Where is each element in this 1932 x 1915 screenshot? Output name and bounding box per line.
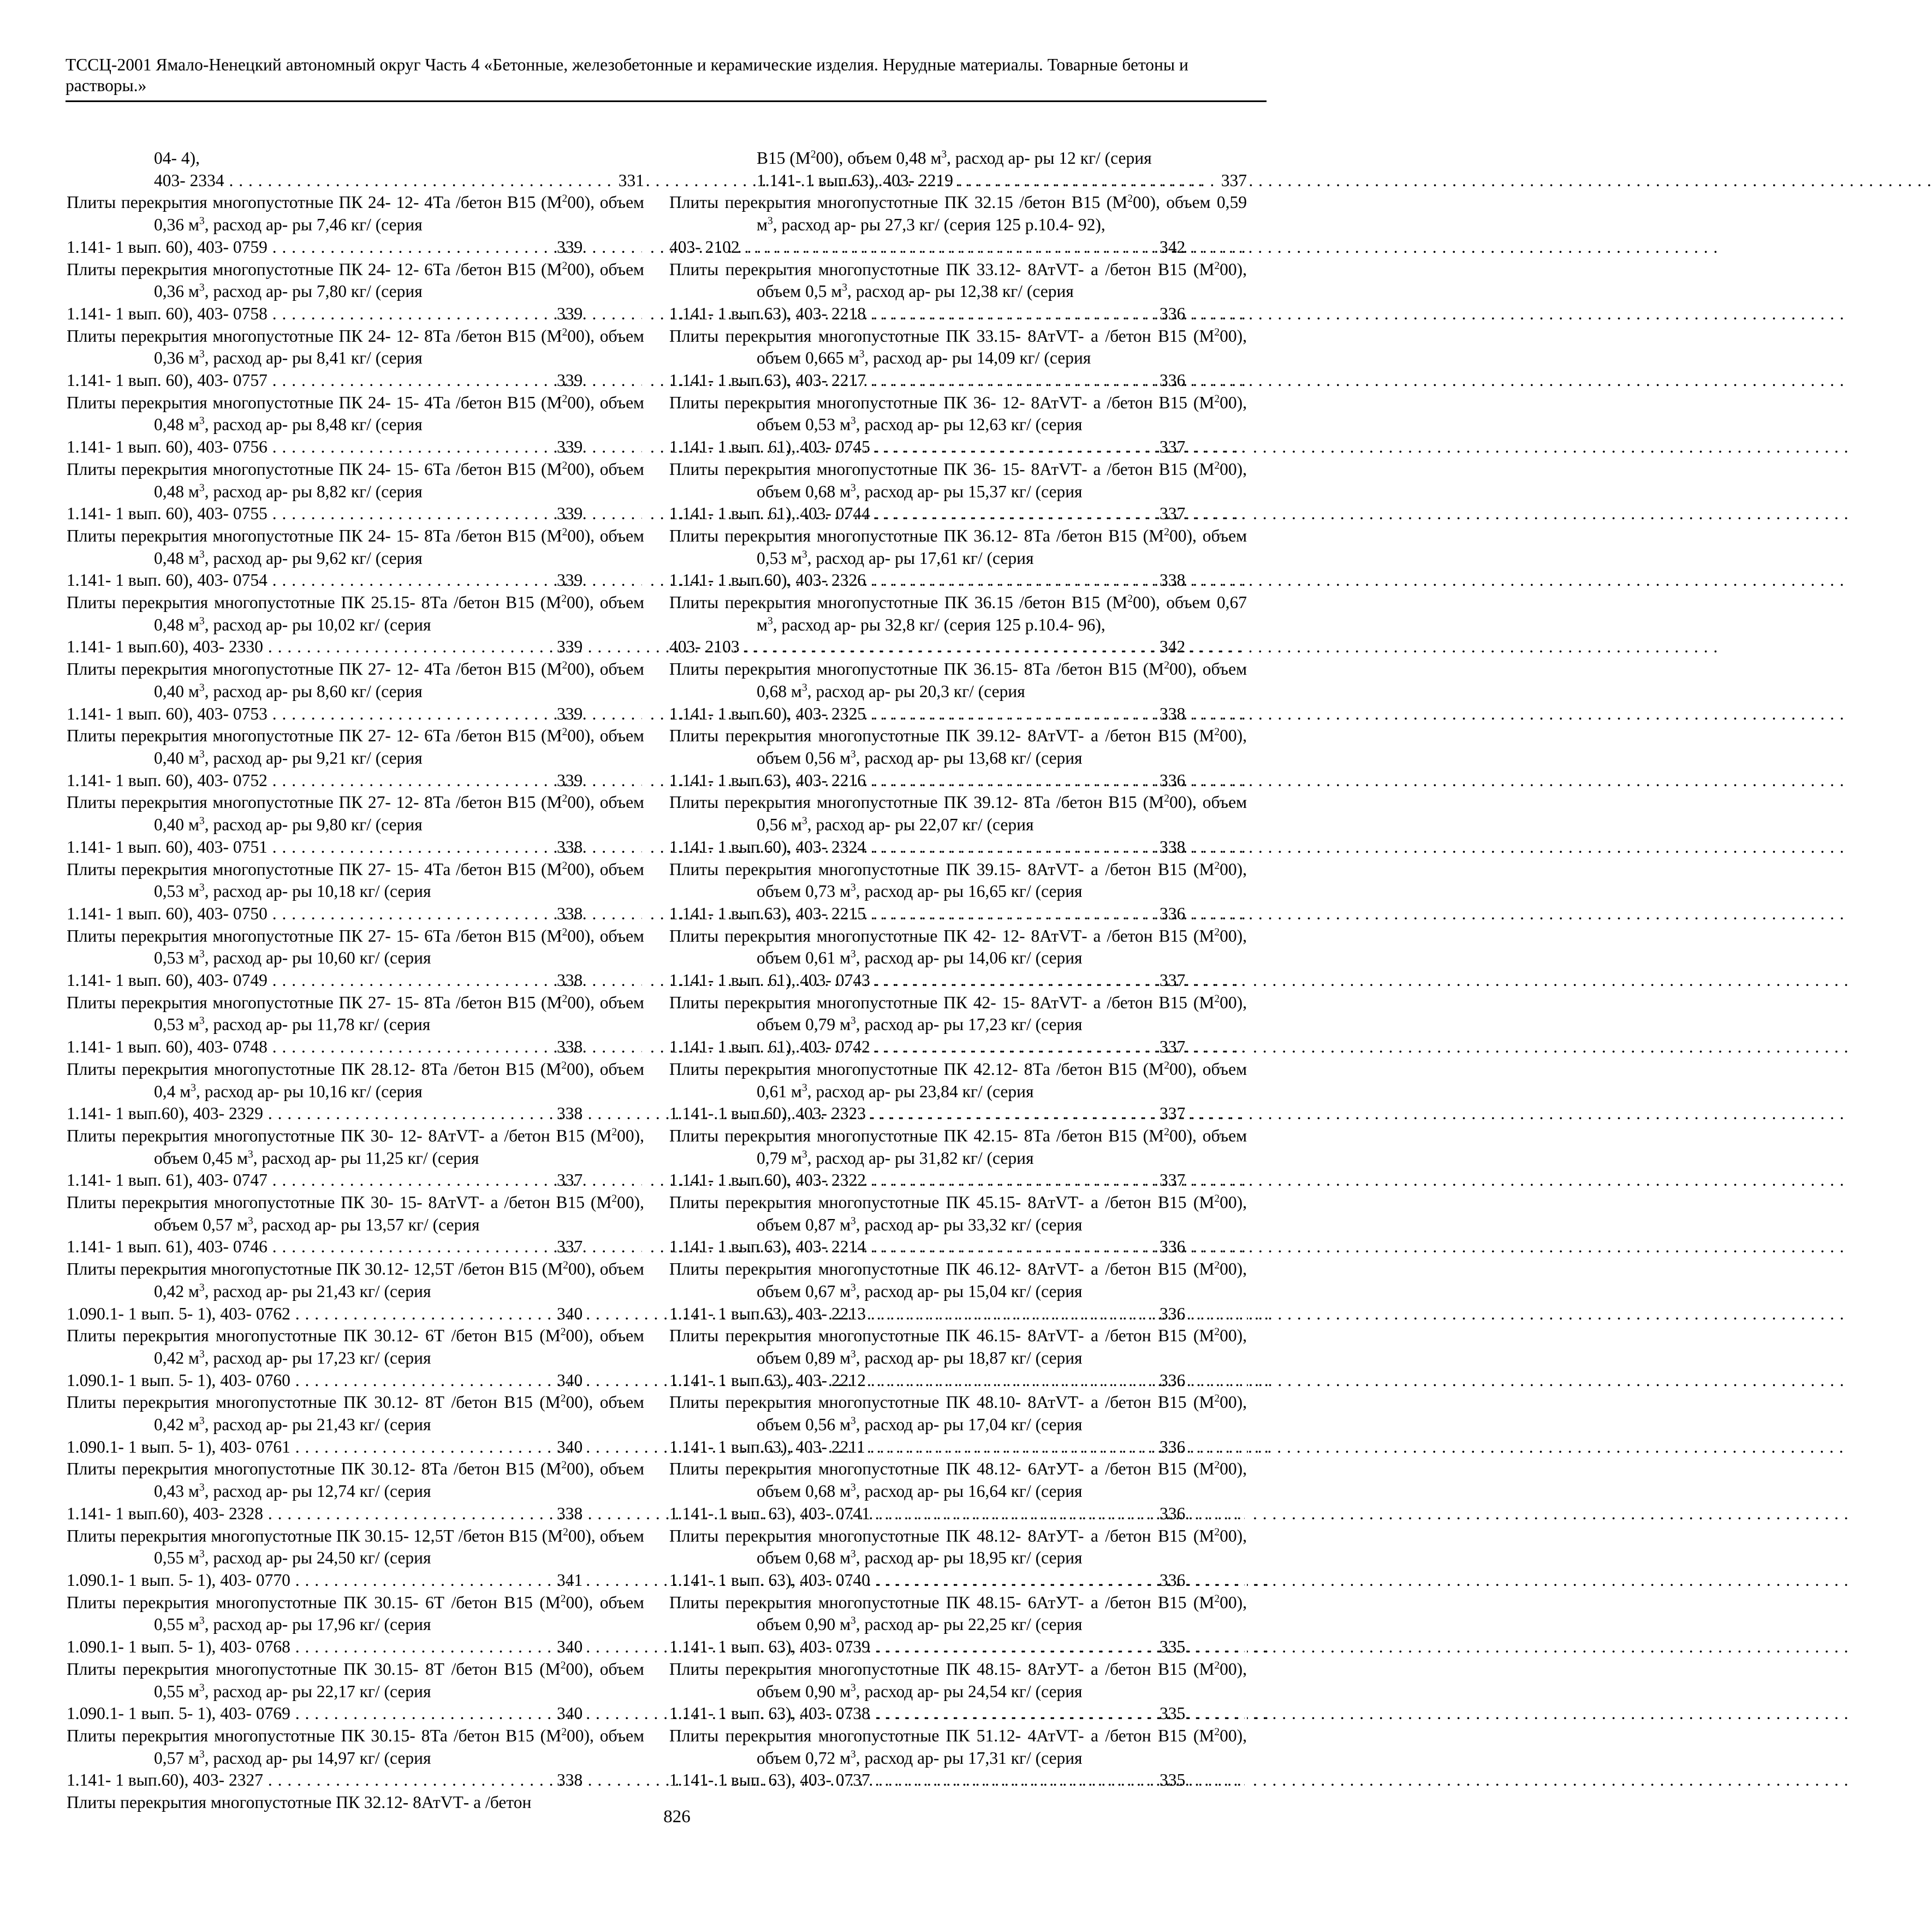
index-entry xyxy=(669,658,1247,725)
entry-page-ref: 338 xyxy=(642,1103,644,1125)
entry-page-ref: 339 xyxy=(642,303,644,325)
index-entry xyxy=(669,1525,1247,1592)
entry-code: 1.141- 1 вып.60), 403- 2329 . . . xyxy=(67,1104,1242,1123)
index-entry xyxy=(669,1725,1247,1792)
index-entry xyxy=(669,1258,1247,1325)
entry-leader-line xyxy=(669,836,1247,859)
entry-leader-line xyxy=(67,370,644,392)
entry-leader-line xyxy=(67,1569,644,1592)
entry-code: 1.141- 1 вып. 60), 403- 0752 . . . xyxy=(67,771,1246,790)
entry-code: 1.141- 1 вып. 60), 403- 0759 . . . xyxy=(67,237,1246,257)
entry-code: 1.141- 1 вып. 61), 403- 0745 . . . xyxy=(669,437,1849,456)
entry-description: Плиты перекрытия многопустотные ПК 36.15- 8Та /бетон В15 $(M^200)$, объем 0,68 $м^3$, расход ар- ры 20,3 кг/ (серия xyxy=(669,659,1247,701)
entry-code: 1.090.1- 1 вып. 5- 1), 403- 0768 . . . xyxy=(67,1637,1269,1656)
entry-page-ref: 338 xyxy=(642,970,644,992)
entry-page-ref: 339 xyxy=(642,569,644,592)
index-entry xyxy=(669,525,1247,592)
entry-code: 1.141- 1 вып. 60), 403- 0753 . . . xyxy=(67,704,1246,723)
entry-leader-line xyxy=(669,1103,1247,1125)
entry-description: Плиты перекрытия многопустотные ПК 24- 15- 4Та /бетон В15 $(M^200)$, объем 0,48 $м^3$, расход ар- ры 8,48 кг/ (серия xyxy=(67,392,644,435)
entry-code: 1.090.1- 1 вып. 5- 1), 403- 0770 . . . xyxy=(67,1571,1269,1590)
index-entry xyxy=(67,925,644,992)
entry-description: Плиты перекрытия многопустотные ПК 25.15- 8Та /бетон В15 $(M^200)$, объем 0,48 $м^3$, расход ар- ры 10,02 кг/ (серия xyxy=(67,593,645,634)
index-entry xyxy=(67,658,644,725)
index-entry xyxy=(67,725,644,792)
entry-leader-line xyxy=(67,703,644,725)
entry-page-ref: 337 xyxy=(1219,170,1247,192)
entry-description: Плиты перекрытия многопустотные ПК 30- 12- 8АтVТ- а /бетон В15 $(M^200)$, объем 0,45 $м^3$, расход ар- ры 11,25 кг/ (серия xyxy=(67,1126,644,1168)
entry-page-ref: 339 xyxy=(642,770,644,792)
entry-leader-line xyxy=(67,303,644,325)
entry-description: Плиты перекрытия многопустотные ПК 30.12- 12,5Т /бетон В15 $(M^200)$, объем 0,42 $м^3$, расход ар- ры 21,43 кг/ (серия xyxy=(67,1259,644,1301)
entry-code: 1.141- 1 вып.60), 403- 2328 . . . xyxy=(67,1504,1242,1523)
index-entry xyxy=(669,725,1247,792)
index-entry xyxy=(669,325,1247,392)
index-column-left xyxy=(67,147,644,1814)
entry-code: 1.141- 1 вып.63), 403- 2211 . . . xyxy=(669,1437,1844,1456)
entry-leader-line xyxy=(669,636,1247,658)
entry-description: Плиты перекрытия многопустотные ПК 48.12- 8АтУТ- а /бетон В15 $(M^200)$, объем 0,68 $м^3$, расход ар- ры 18,95 кг/ (серия xyxy=(669,1526,1247,1568)
index-entry xyxy=(67,1258,644,1325)
entry-code: 1.141- 1 вып.60), 403- 2325 . . . xyxy=(669,704,1845,723)
entry-leader-line xyxy=(67,436,644,459)
entry-leader-line xyxy=(67,1636,644,1658)
entry-page-ref: 338 xyxy=(642,903,644,925)
index-entry xyxy=(67,992,644,1058)
entry-leader-line xyxy=(67,836,644,859)
page-number: 826 xyxy=(663,1807,691,1827)
index-entry xyxy=(67,859,644,925)
entry-code: 1.141- 1 вып. 60), 403- 0755 . . . xyxy=(67,504,1246,523)
entry-code: 1.141- 1 вып. 63), 403- 0738 . . . xyxy=(669,1704,1849,1723)
entry-code: 1.141- 1 вып. 60), 403- 0758 . . . xyxy=(67,304,1246,323)
entry-leader-line xyxy=(67,1769,644,1792)
entry-page-ref: 339 xyxy=(642,236,644,259)
entry-leader-line xyxy=(67,1436,644,1459)
entry-page-ref: 338 xyxy=(642,1769,644,1792)
entry-code: 1.141- 1 вып.60), 403- 2322 . . . xyxy=(669,1170,1845,1190)
index-entry xyxy=(669,1658,1247,1725)
entry-leader-line xyxy=(669,569,1247,592)
entry-code: 1.141- 1 вып. 60), 403- 0757 . . . xyxy=(67,371,1246,390)
entry-page-ref: 337 xyxy=(642,1169,644,1192)
entry-page-ref: 336 xyxy=(1245,1569,1247,1592)
entry-description: Плиты перекрытия многопустотные ПК 27- 12- 8Та /бетон В15 $(M^200)$, объем 0,40 $м^3$, расход ар- ры 9,80 кг/ (серия xyxy=(67,793,644,835)
index-entry xyxy=(67,1391,644,1458)
index-entry xyxy=(669,147,1247,192)
entry-description: 04- 4), xyxy=(154,148,200,168)
entry-page-ref: 341 xyxy=(642,1569,644,1592)
entry-leader-line xyxy=(669,370,1247,392)
entry-page-ref: 342 xyxy=(1245,636,1247,658)
entry-code: 1.141- 1 вып.63), 403- 2219 . . . xyxy=(757,171,1932,190)
entry-description: Плиты перекрытия многопустотные ПК 39.12- 8Та /бетон В15 $(M^200)$, объем 0,56 $м^3$, расход ар- ры 22,07 кг/ (серия xyxy=(669,793,1247,835)
index-entry xyxy=(67,1058,644,1125)
index-entry xyxy=(669,1391,1247,1458)
entry-description: Плиты перекрытия многопустотные ПК 45.15- 8АтVТ- а /бетон В15 $(M^200)$, объем 0,87 $м^3$, расход ар- ры 33,32 кг/ (серия xyxy=(669,1193,1247,1234)
entry-description: Плиты перекрытия многопустотные ПК 24- 12- 8Та /бетон В15 $(M^200)$, объем 0,36 $м^3$, расход ар- ры 8,41 кг/ (серия xyxy=(67,326,644,368)
entry-page-ref: 331 xyxy=(616,170,644,192)
entry-leader-line xyxy=(154,170,644,192)
entry-leader-line xyxy=(67,569,644,592)
entry-code: 1.090.1- 1 вып. 5- 1), 403- 0760 . . . xyxy=(67,1371,1269,1390)
entry-description: Плиты перекрытия многопустотные ПК 39.15- 8АтVТ- а /бетон В15 $(M^200)$, объем 0,73 $м^3$, расход ар- ры 16,65 кг/ (серия xyxy=(669,859,1247,901)
entry-leader-line xyxy=(67,1370,644,1392)
entry-page-ref: 337 xyxy=(642,1236,644,1258)
entry-description: Плиты перекрытия многопустотные ПК 46.15- 8АтVТ- а /бетон В15 $(M^200)$, объем 0,89 $м^3$, расход ар- ры 18,87 кг/ (серия xyxy=(669,1326,1247,1367)
entry-leader-line xyxy=(669,1436,1247,1459)
entry-page-ref: 338 xyxy=(1245,703,1247,725)
index-entry xyxy=(67,1125,644,1192)
entry-description: Плиты перекрытия многопустотные ПК 42- 12- 8АтVТ- а /бетон В15 $(M^200)$, объем 0,61 $м^3$, расход ар- ры 14,06 кг/ (серия xyxy=(669,926,1247,968)
index-entry xyxy=(669,1058,1247,1125)
entry-code: 403- 2102 . . . xyxy=(669,237,1718,257)
entry-page-ref: 336 xyxy=(1245,770,1247,792)
entry-description: Плиты перекрытия многопустотные ПК 30.15- 6Т /бетон В15 $(M^200)$, объем 0,55 $м^3$, расход ар- ры 17,96 кг/ (серия xyxy=(67,1592,644,1634)
entry-description: Плиты перекрытия многопустотные ПК 36.12- 8Та /бетон В15 $(M^200)$, объем 0,53 $м^3$, расход ар- ры 17,61 кг/ (серия xyxy=(669,526,1247,568)
entry-page-ref: 340 xyxy=(642,1370,644,1392)
entry-code: 1.090.1- 1 вып. 5- 1), 403- 0761 . . . xyxy=(67,1437,1269,1456)
entry-leader-line xyxy=(669,1503,1247,1525)
entry-page-ref: 336 xyxy=(1245,303,1247,325)
entry-page-ref: 337 xyxy=(1245,970,1247,992)
entry-description: Плиты перекрытия многопустотные ПК 30.15- 8Та /бетон В15 $(M^200)$, объем 0,57 $м^3$, расход ар- ры 14,97 кг/ (серия xyxy=(67,1726,645,1768)
index-entry xyxy=(669,459,1247,525)
entry-description: Плиты перекрытия многопустотные ПК 42.15- 8Та /бетон В15 $(M^200)$, объем 0,79 $м^3$, расход ар- ры 31,82 кг/ (серия xyxy=(669,1126,1247,1168)
index-entry xyxy=(67,392,644,459)
entry-leader-line xyxy=(669,903,1247,925)
index-entry xyxy=(669,1125,1247,1192)
entry-code: 1.141- 1 вып. 63), 403- 0740 . . . xyxy=(669,1571,1849,1590)
entry-page-ref: 338 xyxy=(642,836,644,859)
entry-leader-line xyxy=(757,170,1247,192)
entry-code: 1.141- 1 вып.63), 403- 2215 . . . xyxy=(669,904,1845,923)
entry-leader-line xyxy=(669,1303,1247,1325)
entry-page-ref: 339 xyxy=(642,436,644,459)
entry-leader-line xyxy=(669,1569,1247,1592)
entry-code: 1.141- 1 вып. 60), 403- 0754 . . . xyxy=(67,570,1246,590)
entry-code: 1.141- 1 вып.63), 403- 2213 . . . xyxy=(669,1304,1845,1323)
index-column-right xyxy=(669,147,1247,1792)
index-entry xyxy=(67,1592,644,1658)
entry-code: 1.090.1- 1 вып. 5- 1), 403- 0769 . . . xyxy=(67,1704,1269,1723)
index-entry xyxy=(669,1325,1247,1391)
index-entry xyxy=(67,259,644,325)
entry-leader-line xyxy=(669,1236,1247,1258)
index-entry xyxy=(67,592,644,658)
index-entry xyxy=(669,992,1247,1058)
entry-description: Плиты перекрытия многопустотные ПК 48.15- 6АтУТ- а /бетон В15 $(M^200)$, объем 0,90 $м^3$, расход ар- ры 22,25 кг/ (серия xyxy=(669,1592,1247,1634)
entry-code: 1.141- 1 вып. 60), 403- 0756 . . . xyxy=(67,437,1246,456)
entry-page-ref: 336 xyxy=(1245,1303,1247,1325)
running-header: ТССЦ-2001 Ямало-Ненецкий автономный округ Часть 4 «Бетонные, железобетонные и керамические изделия. Нерудные материалы. Товарные бетоны и растворы.» xyxy=(66,55,1188,95)
entry-leader-line xyxy=(67,1236,644,1258)
entry-leader-line xyxy=(67,903,644,925)
entry-code: 1.141- 1 вып.63), 403- 2217 . . . xyxy=(669,371,1845,390)
entry-code: 1.141- 1 вып.60), 403- 2330 . . . xyxy=(67,637,1242,656)
index-entry xyxy=(67,1325,644,1391)
entry-code: 1.141- 1 вып.63), 403- 2218 . . . xyxy=(669,304,1845,323)
entry-description: Плиты перекрытия многопустотные ПК 24- 12- 6Та /бетон В15 $(M^200)$, объем 0,36 $м^3$, расход ар- ры 7,80 кг/ (серия xyxy=(67,259,644,301)
entry-description: Плиты перекрытия многопустотные ПК 30.15- 8Т /бетон В15 $(M^200)$, объем 0,55 $м^3$, расход ар- ры 22,17 кг/ (серия xyxy=(67,1659,644,1701)
entry-leader-line xyxy=(67,1169,644,1192)
entry-description: Плиты перекрытия многопустотные ПК 24- 15- 6Та /бетон В15 $(M^200)$, объем 0,48 $м^3$, расход ар- ры 8,82 кг/ (серия xyxy=(67,459,644,501)
entry-description: Плиты перекрытия многопустотные ПК 30.15- 12,5Т /бетон В15 $(M^200)$, объем 0,55 $м^3$, расход ар- ры 24,50 кг/ (серия xyxy=(67,1526,644,1568)
entry-page-ref: 340 xyxy=(642,1703,644,1725)
index-entry xyxy=(67,147,644,192)
entry-leader-line xyxy=(669,1036,1247,1058)
entry-description: Плиты перекрытия многопустотные ПК 42- 15- 8АтVТ- а /бетон В15 $(M^200)$, объем 0,79 $м^3$, расход ар- ры 17,23 кг/ (серия xyxy=(669,992,1247,1034)
entry-code: 1.141- 1 вып. 61), 403- 0744 . . . xyxy=(669,504,1849,523)
entry-page-ref: 336 xyxy=(1245,1436,1247,1459)
entry-leader-line xyxy=(67,503,644,525)
index-entry xyxy=(67,525,644,592)
entry-page-ref: 336 xyxy=(1245,1503,1247,1525)
entry-description: Плиты перекрытия многопустотные ПК 24- 15- 8Та /бетон В15 $(M^200)$, объем 0,48 $м^3$, расход ар- ры 9,62 кг/ (серия xyxy=(67,526,644,568)
index-entry xyxy=(67,325,644,392)
entry-page-ref: 337 xyxy=(1245,503,1247,525)
entry-description: Плиты перекрытия многопустотные ПК 32.15 /бетон В15 $(M^200)$, объем 0,59 $м^3$, расход ар- ры 27,3 кг/ (серия 125 р.10.4- 92), xyxy=(669,193,1247,235)
entry-code: 1.141- 1 вып. 63), 403- 0737 . . . xyxy=(669,1770,1849,1789)
index-entry: Плиты перекрытия многопустотные ПК 32.12- 8АтVТ- а /бетон xyxy=(67,1793,532,1812)
entry-page-ref: 338 xyxy=(642,1503,644,1525)
entry-leader-line xyxy=(669,1703,1247,1725)
entry-code: 1.141- 1 вып. 63), 403- 0739 . . . xyxy=(669,1637,1849,1656)
index-entry xyxy=(67,1725,644,1792)
entry-page-ref: 340 xyxy=(642,1436,644,1459)
entry-description: Плиты перекрытия многопустотные ПК 30.12- 8Та /бетон В15 $(M^200)$, объем 0,43 $м^3$, расход ар- ры 12,74 кг/ (серия xyxy=(67,1459,645,1501)
header-divider xyxy=(66,100,1267,102)
entry-page-ref: 338 xyxy=(1245,836,1247,859)
entry-leader-line xyxy=(67,236,644,259)
entry-leader-line xyxy=(669,703,1247,725)
entry-code: 1.141- 1 вып. 61), 403- 0743 . . . xyxy=(669,971,1849,990)
index-entry xyxy=(67,792,644,858)
index-entry xyxy=(669,859,1247,925)
entry-page-ref: 339 xyxy=(642,370,644,392)
entry-code: 1.141- 1 вып. 60), 403- 0751 . . . xyxy=(67,837,1246,857)
entry-description: Плиты перекрытия многопустотные ПК 36- 15- 8АтVТ- а /бетон В15 $(M^200)$, объем 0,68 $м^3$, расход ар- ры 15,37 кг/ (серия xyxy=(669,459,1247,501)
entry-page-ref: 336 xyxy=(1245,1370,1247,1392)
entry-description: Плиты перекрытия многопустотные ПК 30.12- 8Т /бетон В15 $(M^200)$, объем 0,42 $м^3$, расход ар- ры 21,43 кг/ (серия xyxy=(67,1393,644,1435)
entry-code: 1.141- 1 вып.63), 403- 2216 . . . xyxy=(669,771,1845,790)
entry-code: 403- 2334 . . . xyxy=(154,171,1203,190)
entry-page-ref: 338 xyxy=(642,1036,644,1058)
entry-leader-line xyxy=(669,1636,1247,1658)
entry-leader-line xyxy=(669,236,1247,259)
entry-leader-line xyxy=(669,770,1247,792)
entry-code: 1.141- 1 вып.63), 403- 2212 . . . xyxy=(669,1371,1845,1390)
index-entry xyxy=(67,1458,644,1525)
entry-page-ref: 336 xyxy=(1245,370,1247,392)
entry-leader-line xyxy=(67,970,644,992)
entry-leader-line xyxy=(669,1370,1247,1392)
entry-page-ref: 336 xyxy=(1245,1236,1247,1258)
entry-code: 1.141- 1 вып.60), 403- 2324 . . . xyxy=(669,837,1845,857)
index-entry xyxy=(669,592,1247,658)
entry-code: 1.141- 1 вып. 60), 403- 0749 . . . xyxy=(67,971,1246,990)
entry-page-ref: 340 xyxy=(642,1303,644,1325)
entry-code: 403- 2103 . . . xyxy=(669,637,1718,656)
entry-page-ref: 337 xyxy=(1245,1103,1247,1125)
entry-description: В15 $(M^200)$, объем 0,48 $м^3$, расход ар- ры 12 кг/ (серия xyxy=(757,148,1152,168)
entry-leader-line xyxy=(67,1503,644,1525)
entry-page-ref: 342 xyxy=(1245,236,1247,259)
entry-code: 1.141- 1 вып. 61), 403- 0747 . . . xyxy=(67,1170,1246,1190)
entry-description: Плиты перекрытия многопустотные ПК 27- 15- 8Та /бетон В15 $(M^200)$, объем 0,53 $м^3$, расход ар- ры 11,78 кг/ (серия xyxy=(67,992,644,1034)
entry-leader-line xyxy=(669,503,1247,525)
entry-page-ref: 340 xyxy=(642,1636,644,1658)
entry-leader-line xyxy=(669,970,1247,992)
entry-description: Плиты перекрытия многопустотные ПК 27- 15- 6Та /бетон В15 $(M^200)$, объем 0,53 $м^3$, расход ар- ры 10,60 кг/ (серия xyxy=(67,926,644,968)
entry-leader-line xyxy=(67,636,644,658)
index-entry xyxy=(669,392,1247,459)
entry-leader-line xyxy=(67,1103,644,1125)
entry-page-ref: 337 xyxy=(1245,1169,1247,1192)
entry-code: 1.141- 1 вып.63), 403- 2214 . . . xyxy=(669,1237,1845,1256)
entry-leader-line xyxy=(67,1703,644,1725)
entry-page-ref: 339 xyxy=(642,503,644,525)
entry-description: Плиты перекрытия многопустотные ПК 48.10- 8АтVТ- а /бетон В15 $(M^200)$, объем 0,56 $м^3$, расход ар- ры 17,04 кг/ (серия xyxy=(669,1393,1247,1435)
entry-description: Плиты перекрытия многопустотные ПК 36.15 /бетон В15 $(M^200)$, объем 0,67 $м^3$, расход ар- ры 32,8 кг/ (серия 125 р.10.4- 96), xyxy=(669,593,1247,634)
entry-description: Плиты перекрытия многопустотные ПК 36- 12- 8АтVТ- а /бетон В15 $(M^200)$, объем 0,53 $м^3$, расход ар- ры 12,63 кг/ (серия xyxy=(669,392,1247,435)
entry-description: Плиты перекрытия многопустотные ПК 30.12- 6Т /бетон В15 $(M^200)$, объем 0,42 $м^3$, расход ар- ры 17,23 кг/ (серия xyxy=(67,1326,644,1367)
entry-description: Плиты перекрытия многопустотные ПК 42.12- 8Та /бетон В15 $(M^200)$, объем 0,61 $м^3$, расход ар- ры 23,84 кг/ (серия xyxy=(669,1059,1247,1101)
entry-description: Плиты перекрытия многопустотные ПК 51.12- 4АтVТ- а /бетон В15 $(M^200)$, объем 0,72 $м^3$, расход ар- ры 17,31 кг/ (серия xyxy=(669,1726,1247,1768)
entry-code: 1.141- 1 вып. 60), 403- 0750 . . . xyxy=(67,904,1246,923)
index-entry xyxy=(67,459,644,525)
entry-description: Плиты перекрытия многопустотные ПК 28.12- 8Та /бетон В15 $(M^200)$, объем 0,4 $м^3$, расход ар- ры 10,16 кг/ (серия xyxy=(67,1059,645,1101)
entry-description: Плиты перекрытия многопустотные ПК 33.15- 8АтVТ- а /бетон В15 $(M^200)$, объем 0,665 $м^3$, расход ар- ры 14,09 кг/ (серия xyxy=(669,326,1247,368)
entry-description: Плиты перекрытия многопустотные ПК 48.15- 8АтУТ- а /бетон В15 $(M^200)$, объем 0,90 $м^3$, расход ар- ры 24,54 кг/ (серия xyxy=(669,1659,1247,1701)
entry-page-ref: 335 xyxy=(1245,1703,1247,1725)
index-entry xyxy=(669,1592,1247,1658)
entry-page-ref: 335 xyxy=(1245,1636,1247,1658)
entry-code: 1.141- 1 вып. 61), 403- 0742 . . . xyxy=(669,1037,1849,1056)
entry-page-ref: 339 xyxy=(642,636,644,658)
entry-description: Плиты перекрытия многопустотные ПК 27- 15- 4Та /бетон В15 $(M^200)$, объем 0,53 $м^3$, расход ар- ры 10,18 кг/ (серия xyxy=(67,859,644,901)
entry-leader-line xyxy=(669,303,1247,325)
index-entry xyxy=(669,925,1247,992)
entry-page-ref: 338 xyxy=(1245,569,1247,592)
entry-leader-line xyxy=(669,1169,1247,1192)
entry-code: 1.141- 1 вып.60), 403- 2326 . . . xyxy=(669,570,1845,590)
entry-description: Плиты перекрытия многопустотные ПК 39.12- 8АтVТ- а /бетон В15 $(M^200)$, объем 0,56 $м^3$, расход ар- ры 13,68 кг/ (серия xyxy=(669,726,1247,768)
entry-description: Плиты перекрытия многопустотные ПК 46.12- 8АтVТ- а /бетон В15 $(M^200)$, объем 0,67 $м^3$, расход ар- ры 15,04 кг/ (серия xyxy=(669,1259,1247,1301)
entry-leader-line xyxy=(669,1769,1247,1792)
entry-page-ref: 335 xyxy=(1245,1769,1247,1792)
entry-page-ref: 339 xyxy=(642,703,644,725)
index-entry xyxy=(669,192,1247,258)
index-entry xyxy=(67,1658,644,1725)
entry-code: 1.090.1- 1 вып. 5- 1), 403- 0762 . . . xyxy=(67,1304,1269,1323)
entry-page-ref: 337 xyxy=(1245,436,1247,459)
entry-description: Плиты перекрытия многопустотные ПК 30- 15- 8АтVТ- а /бетон В15 $(M^200)$, объем 0,57 $м^3$, расход ар- ры 13,57 кг/ (серия xyxy=(67,1193,644,1234)
index-entry xyxy=(67,1192,644,1258)
index-entry xyxy=(67,192,644,258)
entry-description: Плиты перекрытия многопустотные ПК 27- 12- 4Та /бетон В15 $(M^200)$, объем 0,40 $м^3$, расход ар- ры 8,60 кг/ (серия xyxy=(67,659,644,701)
index-entry xyxy=(669,259,1247,325)
entry-code: 1.141- 1 вып.60), 403- 2323 . . . xyxy=(669,1104,1845,1123)
entry-page-ref: 336 xyxy=(1245,903,1247,925)
entry-code: 1.141- 1 вып. 63), 403- 0741 . . . xyxy=(669,1504,1849,1523)
entry-description: Плиты перекрытия многопустотные ПК 27- 12- 6Та /бетон В15 $(M^200)$, объем 0,40 $м^3$, расход ар- ры 9,21 кг/ (серия xyxy=(67,726,644,768)
index-entry xyxy=(669,1192,1247,1258)
entry-leader-line xyxy=(67,770,644,792)
index-entry xyxy=(67,1525,644,1592)
entry-leader-line xyxy=(67,1036,644,1058)
entry-description: Плиты перекрытия многопустотные ПК 33.12- 8АтVТ- а /бетон В15 $(M^200)$, объем 0,5 $м^3$, расход ар- ры 12,38 кг/ (серия xyxy=(669,259,1247,301)
entry-page-ref: 337 xyxy=(1245,1036,1247,1058)
entry-code: 1.141- 1 вып. 60), 403- 0748 . . . xyxy=(67,1037,1246,1056)
entry-code: 1.141- 1 вып. 61), 403- 0746 . . . xyxy=(67,1237,1246,1256)
index-entry xyxy=(669,1458,1247,1525)
index-entry xyxy=(669,792,1247,858)
entry-description: Плиты перекрытия многопустотные ПК 48.12- 6АтУТ- а /бетон В15 $(M^200)$, объем 0,68 $м^3$, расход ар- ры 16,64 кг/ (серия xyxy=(669,1459,1247,1501)
entry-description: Плиты перекрытия многопустотные ПК 24- 12- 4Та /бетон В15 $(M^200)$, объем 0,36 $м^3$, расход ар- ры 7,46 кг/ (серия xyxy=(67,193,644,235)
entry-leader-line xyxy=(67,1303,644,1325)
entry-leader-line xyxy=(669,436,1247,459)
entry-code: 1.141- 1 вып.60), 403- 2327 . . . xyxy=(67,1770,1242,1789)
